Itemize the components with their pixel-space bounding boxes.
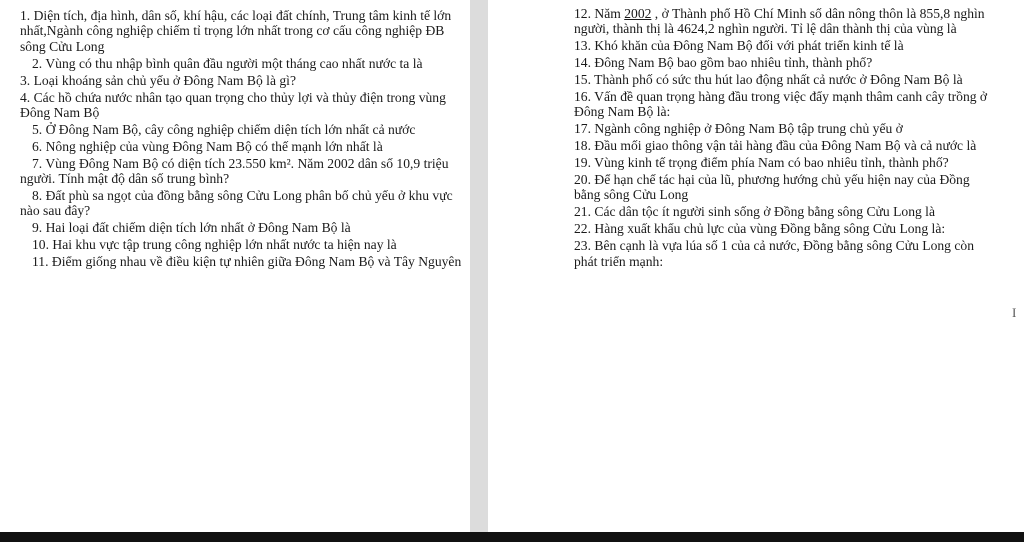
question-6: 6. Nông nghiệp của vùng Đông Nam Bộ có thế mạnh lớn nhất là <box>32 138 383 154</box>
question-1: 1. Diện tích, địa hình, dân số, khí hậu, các loại đất chính, Trung tâm kinh tế lớn nhất,Ngành công nghiệp chiếm tỉ trọng lớn nhất trong cơ cấu công nghiệp ĐB sông Cửu Long <box>20 8 452 54</box>
question-23: 23. Bên cạnh là vựa lúa số 1 của cả nước, Đồng bằng sông Cửu Long còn phát triển mạnh: <box>574 238 975 269</box>
question-8: 8. Đất phù sa ngọt của đồng bằng sông Cửu Long phân bố chủ yếu ở khu vực nào sau đây? <box>20 187 453 219</box>
question-10: 10. Hai khu vực tập trung công nghiệp lớn nhất nước ta hiện nay là <box>32 237 397 253</box>
left-page <box>0 0 470 532</box>
question-3: 3. Loại khoáng sản chủ yếu ở Đông Nam Bộ là gì? <box>20 72 296 88</box>
bottom-bar <box>0 532 1024 542</box>
question-19: 19. Vùng kinh tế trọng điểm phía Nam có bao nhiêu tỉnh, thành phố? <box>574 155 949 171</box>
question-12-prefix: 12. Năm <box>574 6 625 21</box>
question-12-rest: , ở Thành phố Hồ Chí Minh số dân nông thôn là 855,8 nghìn người, thành thị là 4624,2 nghìn người. Tỉ lệ dân thành thị của vùng là <box>574 6 985 37</box>
question-20: 20. Để hạn chế tác hại của lũ, phương hướng chủ yếu hiện nay của Đồng bằng sông Cửu Long <box>574 172 970 203</box>
question-14: 14. Đông Nam Bộ bao gồm bao nhiêu tỉnh, thành phố? <box>574 55 873 71</box>
question-2: 2. Vùng có thu nhập bình quân đầu người một tháng cao nhất nước ta là <box>32 55 423 71</box>
page-gutter <box>470 0 488 532</box>
question-9: 9. Hai loại đất chiếm diện tích lớn nhất ở Đông Nam Bộ là <box>32 220 351 236</box>
text-cursor-icon: I <box>1012 305 1017 320</box>
question-13: 13. Khó khăn của Đông Nam Bộ đối với phát triển kinh tế là <box>574 38 904 54</box>
question-18: 18. Đầu mối giao thông vận tải hàng đầu của Đông Nam Bộ và cả nước là <box>574 138 977 154</box>
question-22: 22. Hàng xuất khẩu chủ lực của vùng Đồng bằng sông Cửu Long là: <box>574 221 946 237</box>
question-12-year: 2002 <box>624 6 652 21</box>
question-7: 7. Vùng Đông Nam Bộ có diện tích 23.550 km². Năm 2002 dân số 10,9 triệu người. Tính mật độ dân số trung bình? <box>20 155 449 187</box>
question-11: 11. Điểm giống nhau về điều kiện tự nhiên giữa Đông Nam Bộ và Tây Nguyên <box>32 254 462 270</box>
right-page <box>488 0 1024 532</box>
question-12 <box>574 6 988 37</box>
question-15: 15. Thành phố có sức thu hút lao động nhất cả nước ở Đông Nam Bộ là <box>574 72 963 88</box>
question-16: 16. Vấn đề quan trọng hàng đầu trong việc đẩy mạnh thâm canh cây trồng ở Đông Nam Bộ là: <box>574 89 988 120</box>
question-5: 5. Ở Đông Nam Bộ, cây công nghiệp chiếm diện tích lớn nhất cả nước <box>32 121 416 137</box>
question-21: 21. Các dân tộc ít người sinh sống ở Đồng bằng sông Cửu Long là <box>574 204 935 220</box>
question-4: 4. Các hồ chứa nước nhân tạo quan trọng cho thủy lợi và thủy điện trong vùng Đông Nam Bộ <box>20 89 446 120</box>
question-17: 17. Ngành công nghiệp ở Đông Nam Bộ tập trung chủ yếu ở <box>574 121 903 137</box>
